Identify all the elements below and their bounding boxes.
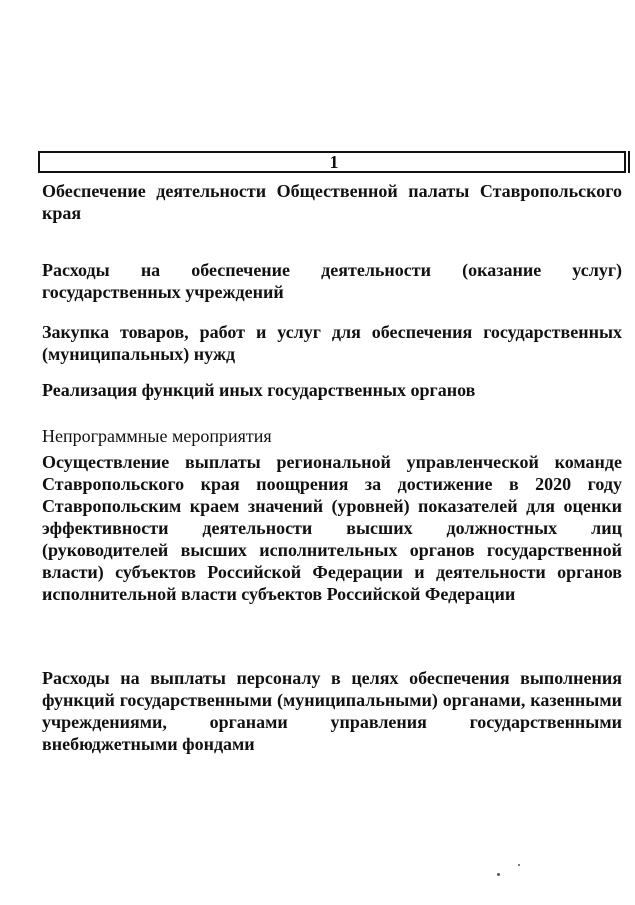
table-header-row (38, 151, 626, 173)
item-non-program-activities: Непрограммные мероприятия (42, 426, 272, 446)
item-state-institutions-expenses: Расходы на обеспечение деятельности (оказание услуг) государственных учреждений (42, 260, 622, 302)
column-number-label: 1 (329, 152, 339, 172)
item-personnel-expenses: Расходы на выплаты персоналу в целях обеспечения выполнения функций государственными (муниципальными) органами, казенными учреждениями, органами управления государственными внебюджетными фондами (42, 668, 622, 754)
item-regional-team-payment: Осуществление выплаты региональной управленческой команде Ставропольского края поощрения за достижение в 2020 году Ставропольским краем значений (уровней) показателей для оценки эффективности деятельности высших должностных лиц (руководителей высших исполнительных органов государственной власти) субъектов Российской Федерации и деятельности органов исполнительной власти субъектов Российской Федерации (42, 452, 622, 604)
item-other-state-bodies: Реализация функций иных государственных органов (42, 380, 476, 400)
next-column-border (628, 151, 630, 173)
scan-speck (497, 873, 500, 876)
item-procurement: Закупка товаров, работ и услуг для обеспечения государственных (муниципальных) нужд (42, 322, 622, 364)
scan-speck (518, 864, 520, 866)
item-public-chamber: Обеспечение деятельности Общественной палаты Ставропольского края (42, 181, 622, 223)
